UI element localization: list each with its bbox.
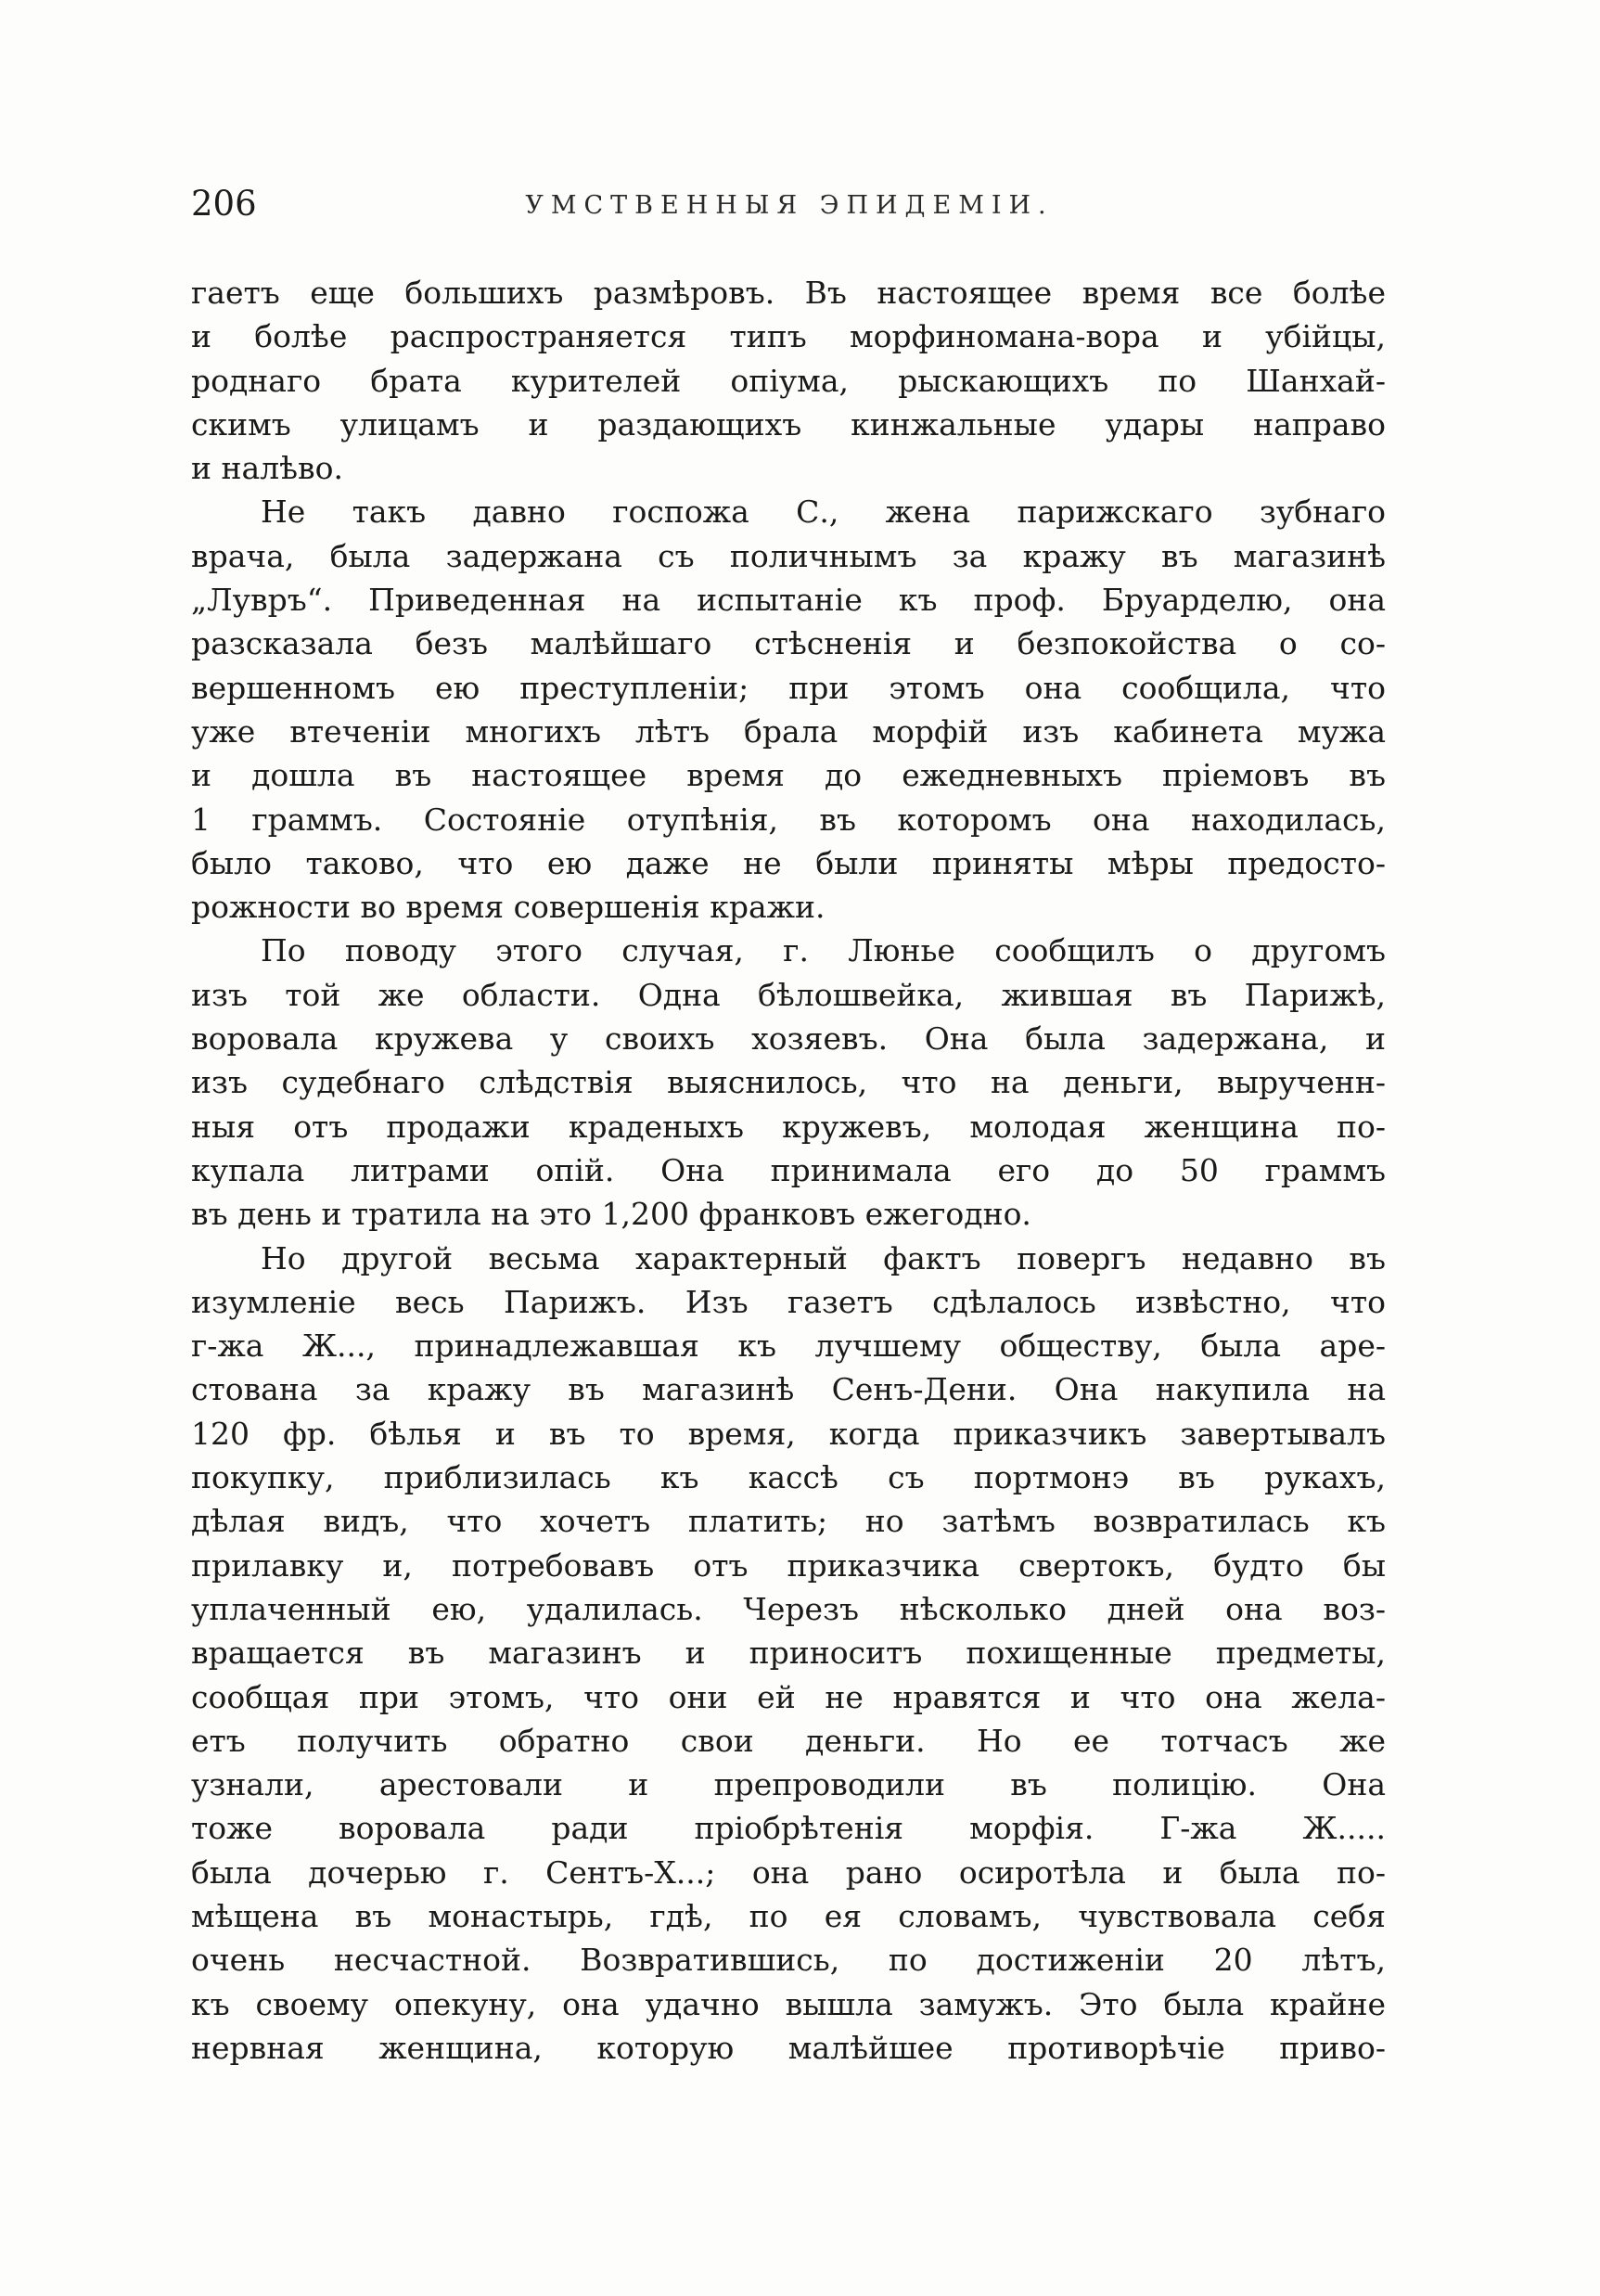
text-line: стована за кражу въ магазинѣ Сенъ-Дени. Она накупила на — [191, 1371, 1386, 1408]
text-line: сообщая при этомъ, что они ей не нравятся и что она жела- — [191, 1678, 1386, 1715]
text-line: скимъ улицамъ и раздающихъ кинжальные удары направо — [191, 405, 1386, 443]
text-line: врача, была задержана съ поличнымъ за кражу въ магазинѣ — [191, 537, 1386, 574]
text-line: изъ той же области. Одна бѣлошвейка, жившая въ Парижѣ, — [191, 976, 1386, 1013]
text-line: Но другой весьма характерный фактъ повергъ недавно въ — [261, 1239, 1386, 1276]
text-line: въ день и тратила на это 1,200 франковъ ежегодно. — [191, 1196, 1031, 1233]
page-header — [191, 184, 1388, 236]
text-line: была дочерью г. Сентъ-Х...; она рано осиротѣла и была по- — [191, 1853, 1386, 1891]
text-line: Не такъ давно госпожа С., жена парижскаго зубнаго — [261, 494, 1386, 531]
text-line: уже втеченіи многихъ лѣтъ брала морфій изъ кабинета мужа — [191, 712, 1386, 750]
text-line: разсказала безъ малѣйшаго стѣсненія и безпокойства о со- — [191, 625, 1386, 662]
text-line: етъ получить обратно свои деньги. Но ее тотчасъ же — [191, 1722, 1386, 1759]
text-line: прилавку и, потребовавъ отъ приказчика свертокъ, будто бы — [191, 1546, 1386, 1584]
text-line: роднаго брата курителей опіума, рыскающихъ по Шанхай- — [191, 362, 1386, 399]
text-line: 1 граммъ. Состояніе отупѣнія, въ которомъ она находилась, — [191, 801, 1386, 838]
text-line: покупку, приблизилась къ кассѣ съ портмонэ въ рукахъ, — [191, 1459, 1386, 1496]
text-line: изъ судебнаго слѣдствія выяснилось, что на деньги, вырученн- — [191, 1064, 1386, 1101]
text-line: вращается въ магазинъ и приноситъ похищенные предметы, — [191, 1635, 1386, 1672]
text-line: изумленіе весь Парижъ. Изъ газетъ сдѣлалось извѣстно, что — [191, 1283, 1386, 1320]
text-line: узнали, арестовали и препроводили въ полицію. Она — [191, 1766, 1386, 1803]
text-line: тоже воровала ради пріобрѣтенія морфія. Г-жа Ж..... — [191, 1810, 1386, 1847]
text-line: По поводу этого случая, г. Люнье сообщилъ о другомъ — [261, 932, 1386, 969]
running-title: УМСТВЕННЫЯ ЭПИДЕМІИ. — [525, 191, 1054, 220]
text-line: нервная женщина, которую малѣйшее противорѣчіе приво- — [191, 2029, 1386, 2066]
text-line: г-жа Ж..., принадлежавшая къ лучшему обществу, была аре- — [191, 1328, 1386, 1365]
page-number: 206 — [191, 184, 257, 224]
body-text — [191, 271, 1386, 2070]
text-line: вершенномъ ею преступленіи; при этомъ она сообщила, что — [191, 669, 1386, 706]
text-line: „Лувръ“. Приведенная на испытаніе къ проф. Бруарделю, она — [191, 582, 1386, 619]
text-line: уплаченный ею, удалилась. Черезъ нѣсколько дней она воз- — [191, 1590, 1386, 1627]
text-line: и дошла въ настоящее время до ежедневныхъ пріемовъ въ — [191, 757, 1386, 794]
text-line: ныя отъ продажи краденыхъ кружевъ, молодая женщина по- — [191, 1108, 1386, 1145]
text-line: и болѣе распространяется типъ морфиномана-вора и убійцы, — [191, 318, 1386, 355]
text-line: очень несчастной. Возвратившись, по достиженіи 20 лѣтъ, — [191, 1942, 1386, 1979]
text-line: воровала кружева у своихъ хозяевъ. Она была задержана, и — [191, 1020, 1386, 1058]
text-line: дѣлая видъ, что хочетъ платить; но затѣмъ возвратилась къ — [191, 1503, 1386, 1540]
text-line: мѣщена въ монастырь, гдѣ, по ея словамъ, чувствовала себя — [191, 1897, 1386, 1934]
text-line: къ своему опекуну, она удачно вышла замужъ. Это была крайне — [191, 1985, 1386, 2022]
text-line: 120 фр. бѣлья и въ то время, когда приказчикъ завертывалъ — [191, 1415, 1386, 1452]
text-line: было таково, что ею даже не были приняты мѣры предосто- — [191, 844, 1386, 881]
text-line: рожности во время совершенія кражи. — [191, 889, 826, 926]
text-line: гаетъ еще большихъ размѣровъ. Въ настоящее время все болѣе — [191, 275, 1386, 311]
text-line: и налѣво. — [191, 450, 343, 487]
text-line: купала литрами опій. Она принимала его до 50 граммъ — [191, 1151, 1386, 1188]
